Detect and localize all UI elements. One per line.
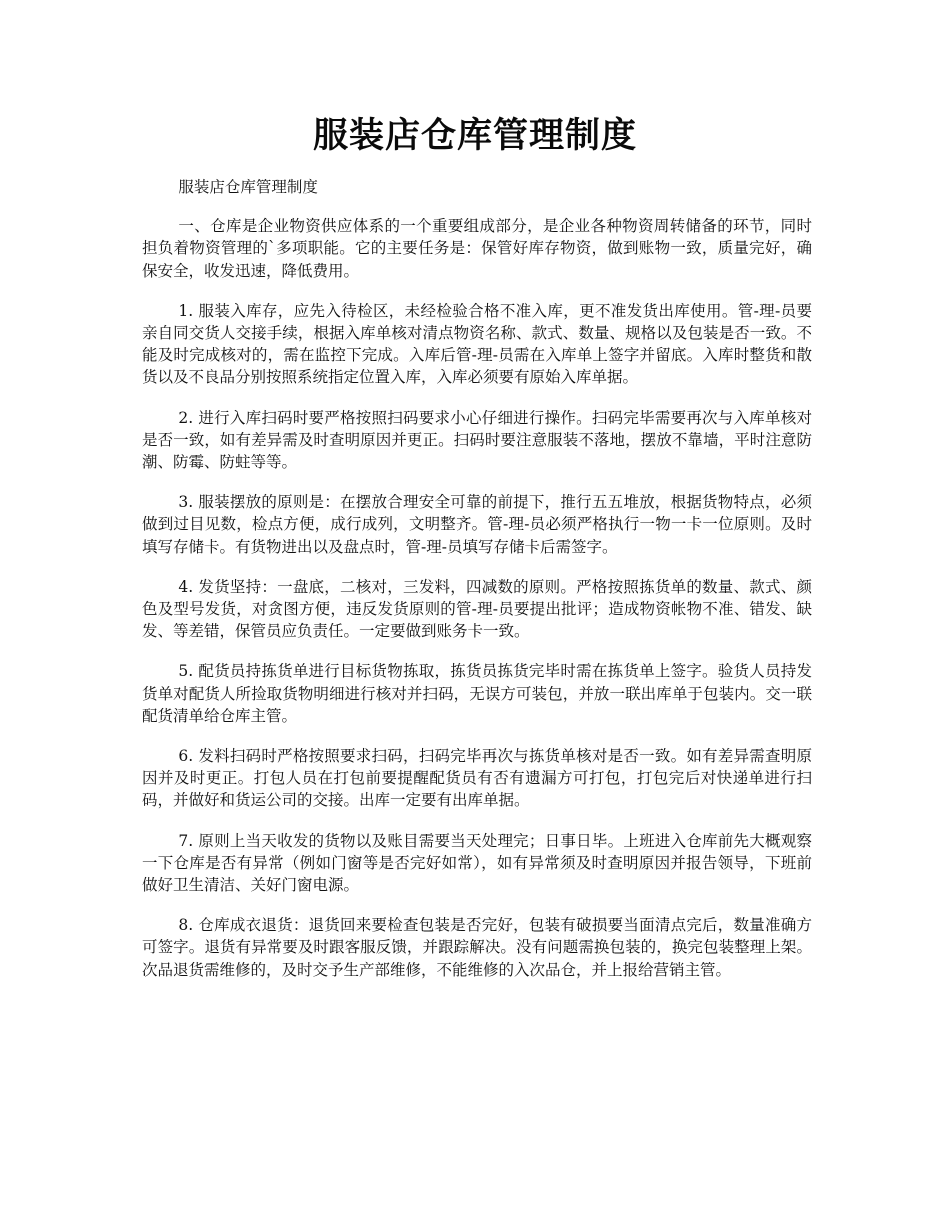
rule-paragraph-2: 2. 进行入库扫码时要严格按照扫码要求小心仔细进行操作。扫码完毕需要再次与入库单核对是否一致，如有差异需及时查明原因并更正。扫码时要注意服装不落地，摆放不靠墙，平时注意防潮、防霉、防蛀等等。 [142, 408, 812, 472]
document-body [142, 176, 812, 999]
rule-paragraph-7: 7. 原则上当天收发的货物以及账目需要当天处理完；日事日毕。上班进入仓库前先大概观察一下仓库是否有异常（例如门窗等是否完好如常），如有异常须及时查明原因并报告领导，下班前做好卫生清洁、关好门窗电源。 [142, 831, 812, 895]
document-subtitle: 服装店仓库管理制度 [178, 178, 318, 196]
rule-paragraph-3: 3. 服装摆放的原则是：在摆放合理安全可靠的前提下，推行五五堆放，根据货物特点，必须做到过目见数，检点方便，成行成列，文明整齐。管-理-员必须严格执行一物一卡一位原则。及时填写存储卡。有货物进出以及盘点时，管-理-员填写存储卡后需签字。 [142, 493, 812, 556]
rule-paragraph-8: 8. 仓库成衣退货：退货回来要检查包装是否完好，包装有破损要当面清点完后，数量准确方可签字。退货有异常要及时跟客服反馈，并跟踪解决。没有问题需换包装的，换完包装整理上架。次品退货需维修的，及时交予生产部维修，不能维修的入次品仓，并上报给营销主管。 [142, 916, 812, 979]
rule-paragraph-5: 5. 配货员持拣货单进行目标货物拣取，拣货员拣货完毕时需在拣货单上签字。验货人员持发货单对配货人所捡取货物明细进行核对并扫码，无误方可装包，并放一联出库单于包装内。交一联配货清单给仓库主管。 [142, 662, 812, 725]
rule-paragraph-1: 1. 服装入库存，应先入待检区，未经检验合格不准入库，更不准发货出库使用。管-理-员要亲自同交货人交接手续，根据入库单核对清点物资名称、款式、数量、规格以及包装是否一致。不能及时完成核对的，需在监控下完成。入库后管-理-员需在入库单上签字并留底。入库时整货和散货以及不良品分别按照系统指定位置入库，入库必须要有原始入库单据。 [142, 301, 812, 387]
rule-paragraph-4: 4. 发货坚持：一盘底，二核对，三发料，四减数的原则。严格按照拣货单的数量、款式、颜色及型号发货，对贪图方便，违反发货原则的管-理-员要提出批评；造成物资帐物不准、错发、缺发、等差错，保管员应负责任。一定要做到账务卡一致。 [142, 577, 812, 641]
intro-paragraph: 一、仓库是企业物资供应体系的一个重要组成部分，是企业各种物资周转储备的环节，同时担负着物资管理的`多项职能。它的主要任务是：保管好库存物资，做到账物一致，质量完好，确保安全，收发迅速，降低费用。 [142, 217, 812, 280]
rule-paragraph-6: 6. 发料扫码时严格按照要求扫码，扫码完毕再次与拣货单核对是否一致。如有差异需查明原因并及时更正。打包人员在打包前要提醒配货员有否有遗漏方可打包，打包完后对快递单进行扫码，并做好和货运公司的交接。出库一定要有出库单据。 [142, 747, 812, 810]
document-title: 服装店仓库管理制度 [312, 115, 637, 156]
